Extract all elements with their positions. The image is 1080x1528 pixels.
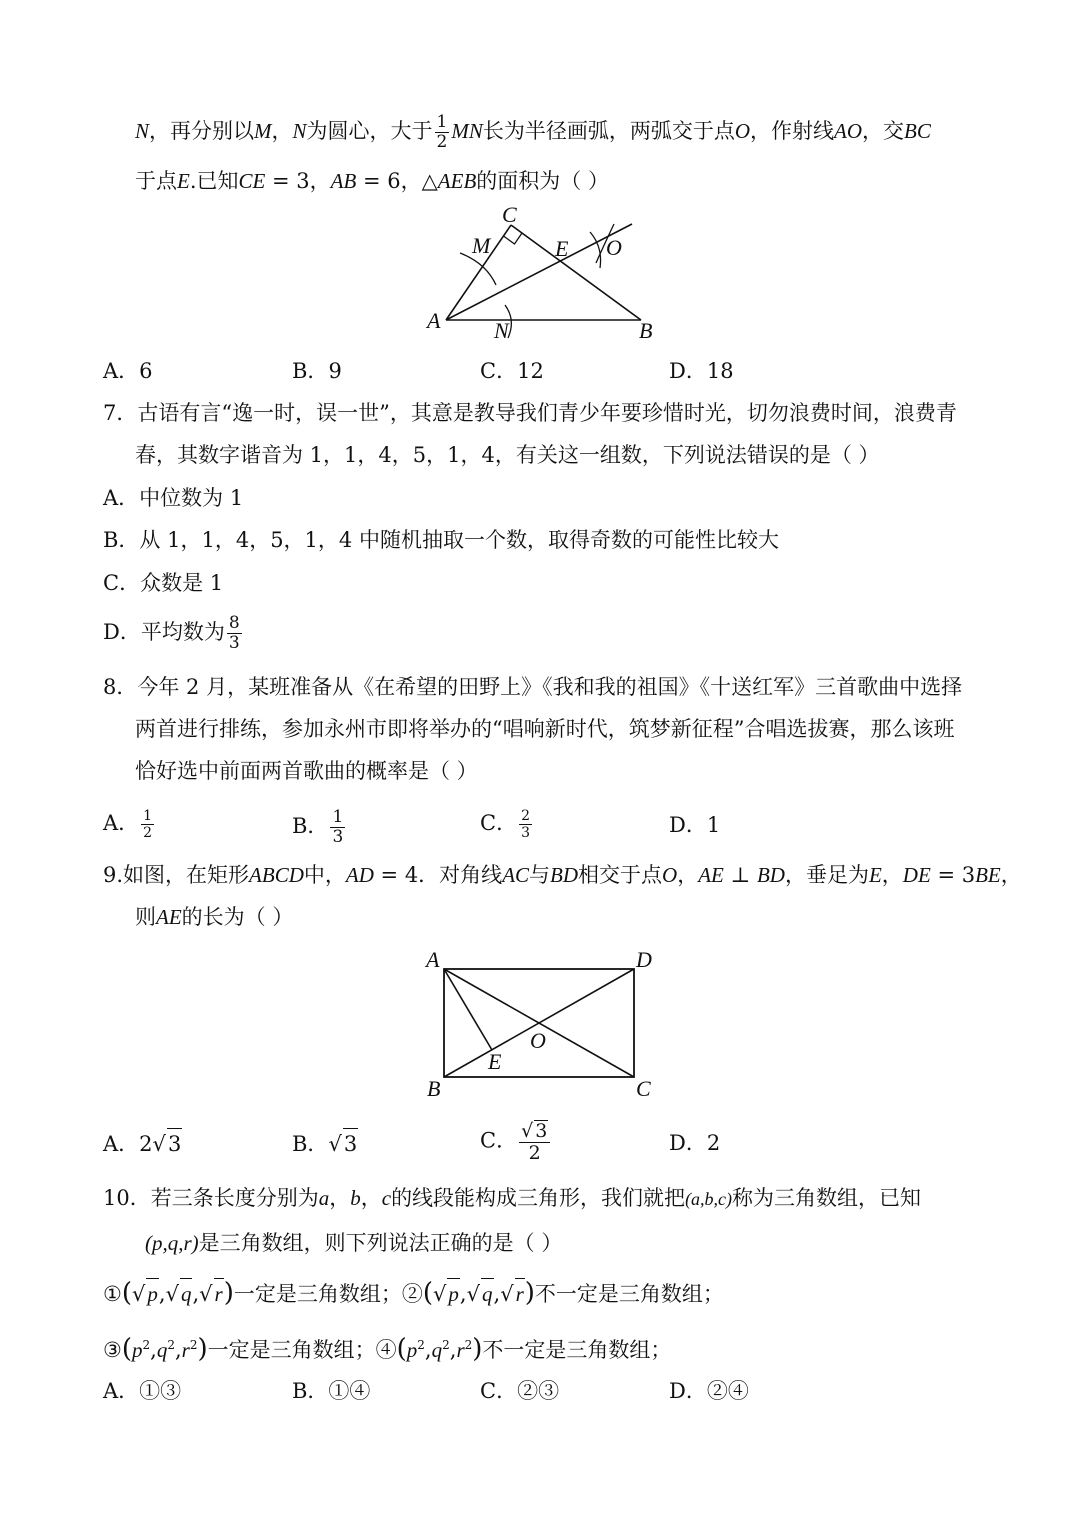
q10-option-d[interactable]: D．②④: [669, 1379, 749, 1403]
q9-option-b[interactable]: B．√3: [292, 1128, 358, 1159]
q7-option-d[interactable]: D．平均数为 $\frac{8}{3}$: [103, 613, 240, 653]
label-n: N: [494, 318, 509, 343]
fraction-two-thirds: $\frac{2}{3}$: [521, 808, 530, 841]
label-c: C: [636, 1076, 651, 1101]
arc-o-1: [590, 232, 601, 268]
sqrt-sign: √: [433, 1282, 447, 1306]
q6-line-2: 于点E.已知CE = 3，AB = 6，△AEB的面积为（ ）: [135, 169, 609, 193]
q8-option-a[interactable]: A． $\frac{1}{2}$: [103, 808, 153, 841]
q9-rectangle-figure: [420, 945, 665, 1105]
q6-triangle-figure: [420, 205, 670, 345]
sqrt-sign: √: [521, 1120, 534, 1142]
label-b: B: [427, 1076, 441, 1101]
q7-line-1: 7．古语有言“逸一时，误一世”，其意是教导我们青少年要珍惜时光，切勿浪费时间，浪费青: [103, 401, 957, 425]
q9-option-c[interactable]: C． $\frac{√ 3}{2}$: [480, 1120, 552, 1164]
q8-option-b[interactable]: B． $\frac{1}{3}$: [292, 807, 344, 847]
sqrt-sign: √: [152, 1132, 166, 1156]
label-b: B: [639, 318, 653, 343]
q8-line-1: 8．今年 2 月，某班准备从《在希望的田野上》《我和我的祖国》《十送红军》三首歌曲中选择: [103, 675, 963, 699]
q8-line-2: 两首进行排练，参加永州市即将举办的“唱响新时代，筑梦新征程”合唱选拔赛，那么该班: [135, 717, 955, 741]
q10-line-1: 10．若三条长度分别为a，b，c的线段能构成三角形，我们就把(a,b,c)称为三角数组，已知: [103, 1186, 922, 1210]
fraction-sqrt3-over-2: $\frac{√ 3}{2}$: [519, 1120, 550, 1164]
sqrt-sign: √: [500, 1282, 514, 1306]
q10-statements-3-4: $③(p^2,q^2,r^2)$一定是三角数组；$④(p^2,q^2,r^2)$不一定是三角数组；: [103, 1334, 672, 1364]
q7-option-b[interactable]: B．从 1，1，4，5，1，4 中随机抽取一个数，取得奇数的可能性比较大: [103, 528, 779, 552]
fraction-one-third: $\frac{1}{3}$: [332, 807, 344, 847]
q6-triangle-svg: [420, 205, 670, 345]
q10-line-2: (p,q,r)是三角数组，则下列说法正确的是（ ）: [145, 1231, 563, 1255]
fraction-one-half: $\frac{1}{2}$: [143, 808, 153, 841]
label-a: A: [427, 308, 441, 333]
q10-option-b[interactable]: B．①④: [292, 1379, 371, 1403]
q10-statements-1-2: ①(√p,√q,√r)一定是三角数组；②(√p,√q,√r)不一定是三角数组；: [103, 1278, 724, 1308]
sqrt-sign: √: [131, 1282, 146, 1306]
q9-line-2: 则AE的长为（ ）: [135, 905, 294, 929]
q8-option-d[interactable]: D．1: [669, 813, 721, 837]
label-o: O: [606, 235, 622, 260]
fraction-one-half: $\frac{1}{2}$: [436, 112, 448, 152]
q6-line-1: N，再分别以M，N为圆心，大于 $\frac{1}{2}$ MN长为半径画弧，两弧交于点O，作射线AO，交BC: [135, 112, 931, 152]
label-e: E: [555, 236, 569, 261]
q7-option-c[interactable]: C．众数是 1: [103, 571, 224, 595]
fraction-eight-thirds: $\frac{8}{3}$: [228, 613, 240, 653]
q6-option-b[interactable]: B．9: [292, 359, 342, 383]
q6-option-c[interactable]: C．12: [480, 359, 544, 383]
label-d: D: [636, 947, 652, 972]
sqrt-sign: √: [466, 1282, 480, 1306]
label-o: O: [530, 1028, 546, 1053]
sqrt-sign: √: [165, 1282, 179, 1306]
q9-option-d[interactable]: D．2: [669, 1131, 721, 1155]
label-a: A: [426, 947, 440, 972]
q9-line-1: 9.如图，在矩形ABCD中，AD = 4．对角线AC与BD相交于点O，AE ⊥ BD，垂足为E，DE = 3BE，: [103, 863, 1022, 887]
q9-option-a[interactable]: A．2√3: [103, 1128, 182, 1159]
q6-option-d[interactable]: D．18: [669, 359, 734, 383]
q6-option-a[interactable]: A．6: [103, 359, 153, 383]
q10-option-a[interactable]: A．①③: [103, 1379, 182, 1403]
sqrt-sign: √: [199, 1282, 213, 1306]
q10-option-c[interactable]: C．②③: [480, 1379, 560, 1403]
q7-line-2: 春，其数字谐音为 1，1，4，5，1，4，有关这一组数，下列说法错误的是（ ）: [135, 443, 880, 467]
q7-option-a[interactable]: A．中位数为 1: [103, 486, 244, 510]
segment-ae: [444, 969, 492, 1050]
q8-option-c[interactable]: C． $\frac{2}{3}$: [480, 808, 530, 841]
label-m: M: [472, 233, 491, 258]
sqrt-sign: √: [328, 1132, 342, 1156]
right-angle-mark: [504, 233, 523, 244]
q8-line-3: 恰好选中前面两首歌曲的概率是（ ）: [135, 759, 478, 783]
q9-rectangle-svg: [420, 945, 665, 1105]
label-e: E: [488, 1049, 502, 1074]
label-c: C: [502, 205, 517, 227]
